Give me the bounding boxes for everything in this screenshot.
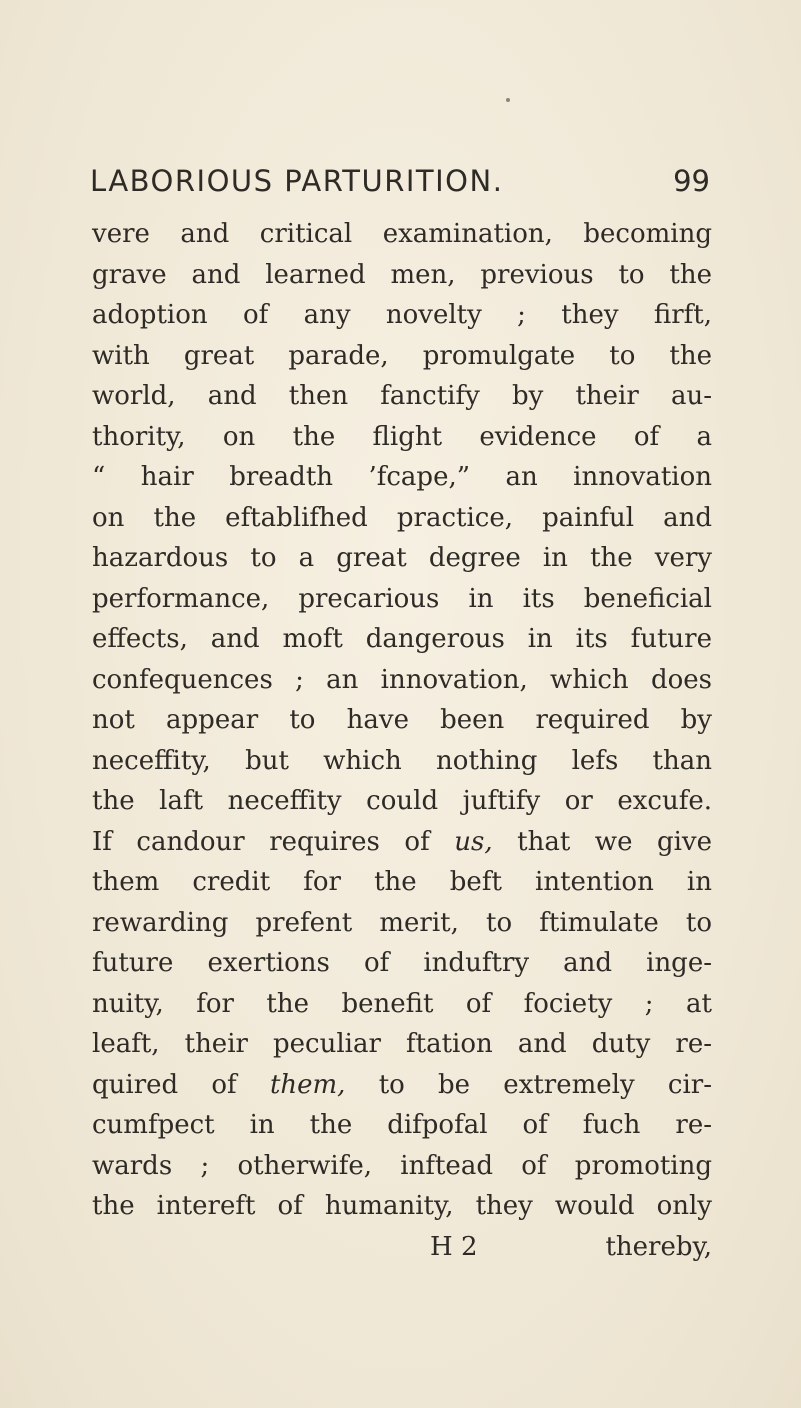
body-text [92, 214, 712, 1267]
text-line: performance, precarious in its beneficial [92, 583, 712, 614]
text-segment: If candour requires of [92, 826, 430, 857]
text-line: confequences ; an innovation, which does [92, 664, 712, 695]
italic-word: us, [454, 826, 493, 857]
page-header [90, 164, 710, 204]
text-line: hazardous to a great degree in the very [92, 543, 712, 573]
text-line: nuity, for the benefit of fociety ; at [92, 988, 712, 1019]
text-line [92, 822, 712, 863]
running-head: LABORIOUS PARTURITION. [90, 164, 504, 198]
text-line: not appear to have been required by [92, 705, 712, 735]
text-line: cumfpect in the difpofal of fuch re- [92, 1110, 712, 1140]
text-line: grave and learned men, previous to the [92, 259, 712, 290]
text-line [92, 1065, 712, 1106]
signature-mark: H 2 [430, 1231, 478, 1262]
text-line: “ hair breadth ’fcape,” an innovation [92, 462, 712, 492]
text-line: future exertions of induftry and inge- [92, 948, 712, 978]
text-line: the intereft of humanity, they would only [92, 1191, 712, 1221]
text-segment: to be extremely cir- [378, 1069, 713, 1100]
text-line: adoption of any novelty ; they firft, [92, 300, 712, 330]
page-number: 99 [673, 164, 710, 198]
text-line: thority, on the flight evidence of a [92, 421, 712, 452]
text-line: them credit for the beft intention in [92, 867, 712, 897]
ink-speck [506, 98, 510, 102]
text-line: leaft, their peculiar ftation and duty re- [92, 1029, 712, 1059]
text-line: wards ; otherwife, inftead of promoting [92, 1150, 712, 1181]
text-line: with great parade, promulgate to the [92, 340, 712, 371]
text-line: on the eftablifhed practice, painful and [92, 502, 712, 533]
footer-line [92, 1227, 712, 1268]
text-line: the laft neceffity could juftify or excufe. [92, 786, 712, 816]
text-line: neceffity, but which nothing lefs than [92, 745, 712, 776]
text-line: vere and critical examination, becoming [92, 219, 712, 249]
text-segment: that we give [517, 826, 713, 857]
text-line: world, and then fanctify by their au- [92, 381, 712, 411]
italic-word: them, [269, 1069, 346, 1100]
text-line: rewarding prefent merit, to ftimulate to [92, 907, 712, 938]
text-line: effects, and moft dangerous in its future [92, 624, 712, 654]
catchword: thereby, [605, 1231, 712, 1262]
text-segment: quired of [92, 1069, 237, 1100]
